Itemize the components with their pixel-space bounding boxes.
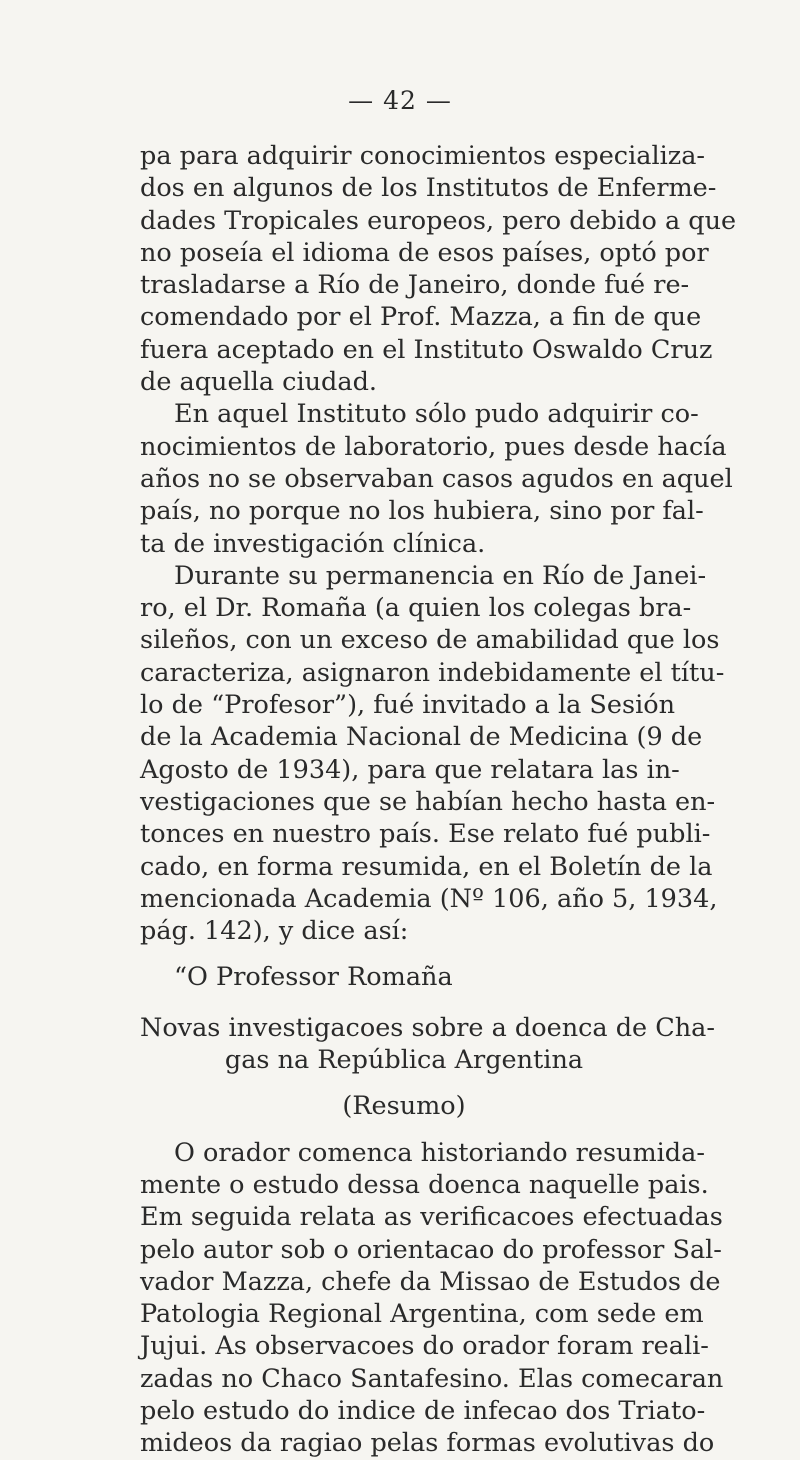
text-line: pelo autor sob o orientacao do professor Sal-: [140, 1234, 722, 1265]
text-line: sileños, con un exceso de amabilidad que los: [140, 625, 720, 656]
text-line: En aquel Instituto sólo pudo adquirir co-: [174, 399, 699, 430]
text-line: trasladarse a Río de Janeiro, donde fué re-: [140, 270, 690, 301]
text-line: vestigaciones que se habían hecho hasta en-: [140, 786, 716, 817]
text-line: mencionada Academia (Nº 106, año 5, 1934,: [140, 883, 718, 914]
text-line: país, no porque no los hubiera, sino por fal-: [140, 496, 704, 527]
text-line: vador Mazza, chefe da Missao de Estudos de: [140, 1266, 721, 1297]
text-line: años no se observaban casos agudos en aquel: [140, 463, 733, 494]
paragraph-1: [140, 140, 737, 398]
text-line: Agosto de 1934), para que relatara las in-: [140, 754, 680, 785]
text-line: nocimientos de laboratorio, pues desde hacía: [140, 431, 727, 462]
text-line: dades Tropicales europeos, pero debido a que: [140, 205, 737, 236]
text-line: ta de investigación clínica.: [140, 528, 486, 559]
text-line: fuera aceptado en el Instituto Oswaldo Cruz: [140, 334, 713, 365]
text-line: dos en algunos de los Institutos de Enferme-: [140, 173, 717, 204]
text-line: Novas investigacoes sobre a doenca de Cha-: [140, 1012, 715, 1043]
text-line: mente o estudo dessa doenca naquelle pais.: [140, 1169, 709, 1200]
text-line: Jujui. As observacoes do orador foram reali-: [140, 1331, 709, 1362]
text-line: Em seguida relata as verificacoes efectuadas: [140, 1202, 723, 1233]
text-line: zadas no Chaco Santafesino. Elas comecaran: [140, 1363, 724, 1394]
quote-subtitle: (Resumo): [342, 1091, 466, 1122]
text-line: de la Academia Nacional de Medicina (9 de: [140, 722, 703, 753]
text-line: gas na República Argentina: [224, 1045, 584, 1076]
text-line: no poseía el idioma de esos países, optó por: [140, 237, 709, 268]
paragraph-3: [140, 560, 725, 948]
text-line: de aquella ciudad.: [140, 367, 377, 398]
text-line: cado, en forma resumida, en el Boletín de la: [140, 851, 713, 882]
paragraph-4: [140, 1137, 724, 1460]
text-line: comendado por el Prof. Mazza, a fin de que: [140, 302, 702, 333]
paragraph-2: [140, 398, 733, 559]
text-line: mideos da ragiao pelas formas evolutivas do: [140, 1428, 715, 1459]
text-line: pa para adquirir conocimientos especializa-: [140, 141, 706, 171]
text-line: O orador comenca historiando resumida-: [174, 1137, 705, 1168]
text-line: Durante su permanencia en Río de Janei-: [174, 560, 707, 591]
quote-title: [140, 1012, 715, 1077]
text-line: ro, el Dr. Romaña (a quien los colegas bra-: [140, 593, 692, 624]
text-line: Patologia Regional Argentina, com sede em: [140, 1299, 704, 1330]
text-line: caracteriza, asignaron indebidamente el títu-: [140, 657, 725, 688]
text-line: pelo estudo do indice de infecao dos Triato-: [140, 1395, 706, 1426]
text-line: tonces en nuestro país. Ese relato fué publi-: [140, 819, 711, 850]
quote-heading: “O Professor Romaña: [174, 962, 453, 993]
page-number: — 42 —: [348, 86, 452, 115]
text-line: pág. 142), y dice así:: [140, 916, 409, 947]
body-text: [140, 140, 737, 1460]
text-line: lo de “Profesor”), fué invitado a la Sesión: [140, 690, 676, 721]
